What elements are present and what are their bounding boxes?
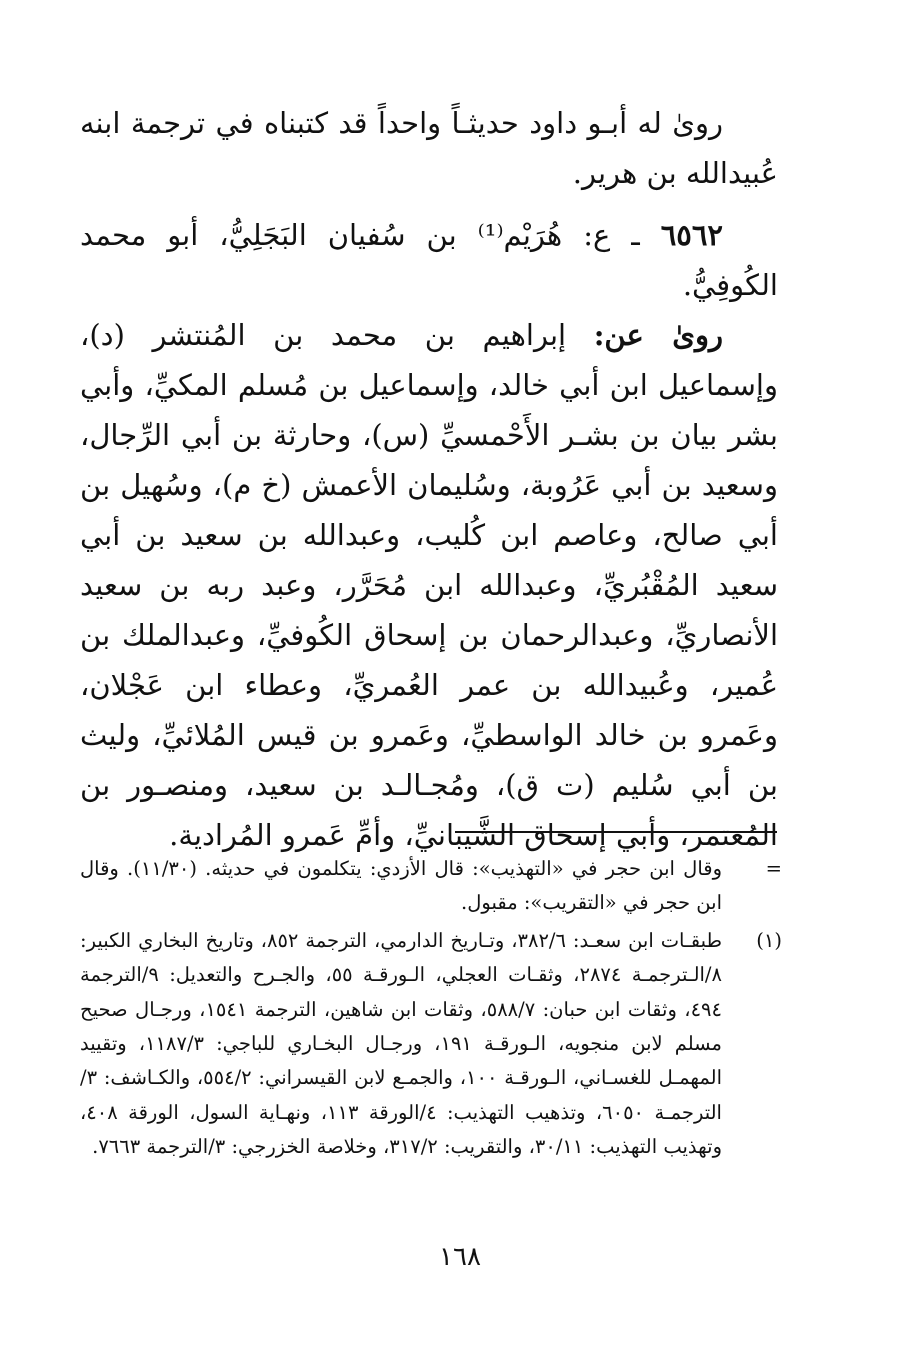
entry-block [80, 210, 778, 310]
narrated-from-paragraph [80, 310, 778, 860]
footnote-marker: (١) [756, 928, 782, 952]
footnotes [80, 852, 782, 1165]
entry-number: ٦٥٦٢ [660, 218, 724, 252]
main-text [80, 98, 778, 198]
entry-heading: ـ ع: هُرَيْم⁽¹⁾ بن سُفيان البَجَلِيُّ، أبو محمد الكُوفِيُّ. [80, 218, 778, 302]
footnote-1 [80, 924, 782, 1165]
footnote-text: وقال ابن حجر في «التهذيب»: قال الأزدي: يتكلمون في حديثه. (١١/٣٠). وقال ابن حجر في «التقريب»: مقبول. [80, 857, 722, 915]
footnote-continuation [80, 852, 782, 921]
continuation-paragraph: روىٰ له أبـو داود حديثـاً واحداً قد كتبناه في ترجمة ابنه عُبيدالله بن هرير. [80, 106, 778, 190]
page-number: ١٦٨ [439, 1242, 481, 1272]
narrated-from-text: إبراهيم بن محمد بن المُنتشر (د)، وإسماعيل ابن أبي خالد، وإسماعيل بن مُسلم المكيِّ، وأبي بشر بيان بن بشـر الأَحْمسيِّ (س)، وحارثة بن أبي الرِّجال، وسعيد بن أبي عَرُوبة، وسُليمان الأعمش (خ م)، وسُهيل بن أبي صالح، وعاصم ابن كُليب، وعبدالله بن سعيد بن أبي سعيد المُقْبُريِّ، وعبدالله ابن مُحَرَّر، وعبد ربه بن سعيد الأنصاريِّ، وعبدالرحمان بن إسحاق الكُوفيِّ، وعبدالملك بن عُمير، وعُبيدالله بن عمر العُمريِّ، وعطاء ابن عَجْلان، وعَمرو بن خالد الواسطيِّ، وعَمرو بن قيس المُلائيِّ، وليث بن أبي سُليم (ت ق)، ومُجـالـد بن سعيد، ومنصـور بن المُعتمر، وأبي إسحاق الشَّيبانيِّ، وأمِّ عَمرو المُرادية. [80, 318, 778, 852]
footnote-separator [455, 831, 777, 833]
narrated-from-block [80, 310, 778, 860]
narrated-from-lead: روىٰ عن: [593, 318, 724, 352]
entry-heading-paragraph [80, 210, 778, 310]
footnote-text: طبقـات ابن سعـد: ٣٨٢/٦، وتـاريخ الدارمي، الترجمة ٨٥٢، وتاريخ البخاري الكبير: ٨/الـترجمـة ٢٨٧٤، وثقـات العجلي، الـورقـة ٥٥، والجـرح والتعديل: ٩/الترجمة ٤٩٤، وثقات ابن حبان: ٥٨٨/٧، وثقات ابن شاهين، الترجمة ١٥٤١، ورجـال صحيح مسلم لابن منجويه، الـورقـة ١٩١، ورجـال البخـاري للباجي: ١١٨٧/٣، وتقييد المهمـل للغسـاني، الـورقـة ١٠٠، والجمـع لابن القيسراني: ٥٥٤/٢، والكـاشف: ٣/الترجمـة ٦٠٥٠، وتذهيب التهذيب: ٤/الورقة ١١٣، ونهـاية السول، الورقة ٤٠٨، وتهذيب التهذيب: ٣٠/١١، والتقريب: ٣١٧/٢، وخلاصة الخزرجي: ٣/الترجمة ٧٦٦٣. [80, 928, 722, 1159]
footnote-marker: = [765, 857, 782, 880]
